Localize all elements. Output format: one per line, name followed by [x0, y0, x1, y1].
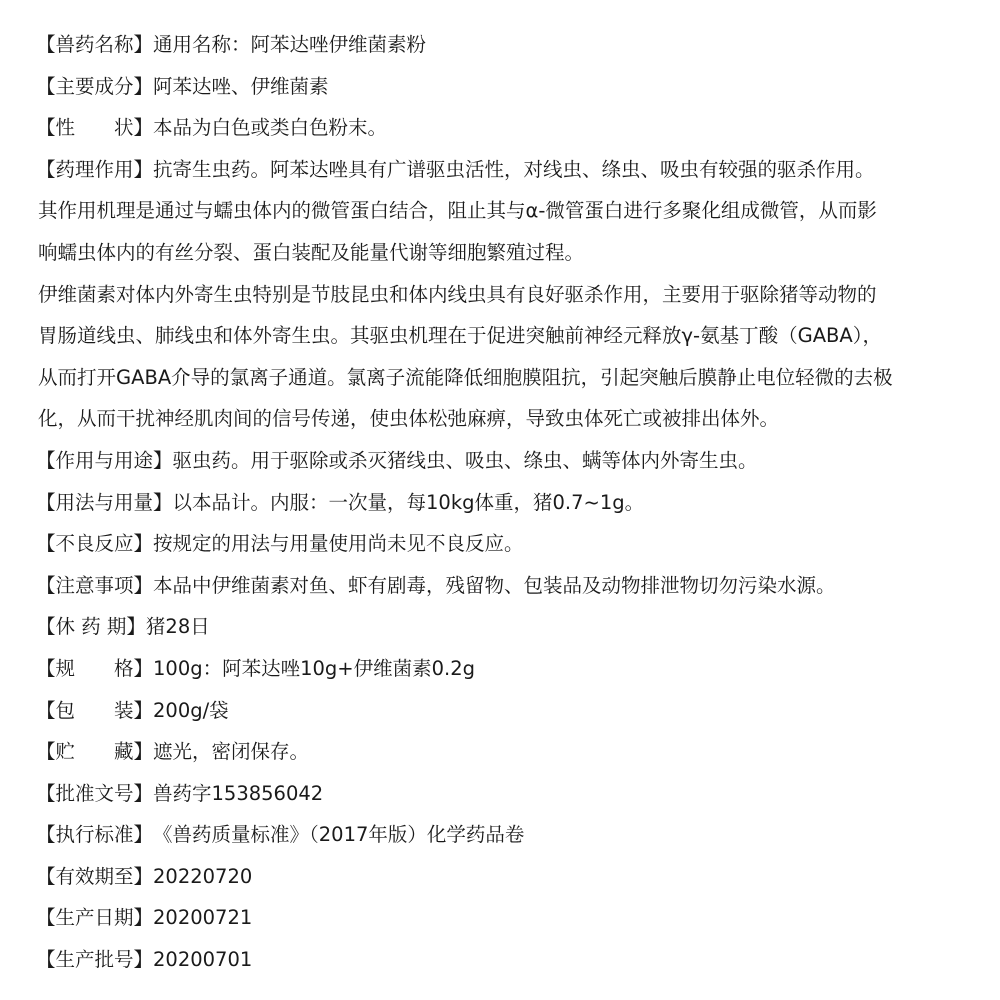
pharmacology-paragraph-line: 其作用机理是通过与蠕虫体内的微管蛋白结合，阻止其与α-微管蛋白进行多聚化组成微管，从而影 [38, 199, 877, 223]
field-label: 【用法与用量】 [36, 490, 173, 514]
field-storage [0, 731, 1000, 773]
field-main-ingredients [0, 66, 1000, 108]
field-value: 驱虫药。用于驱除或杀灭猪线虫、吸虫、绦虫、螨等体内外寄生虫。 [172, 448, 758, 472]
field-indications [0, 440, 1000, 482]
pharmacology-paragraph-line: 从而打开GABA介导的氯离子通道。氯离子流能降低细胞膜阻抗，引起突触后膜静止电位轻微的去极 [38, 365, 893, 389]
field-label: 【执行标准】 [36, 823, 154, 847]
field-appearance [0, 107, 1000, 149]
pharmacology-paragraph-line: 伊维菌素对体内外寄生虫特别是节肢昆虫和体内线虫具有良好驱杀作用，主要用于驱除猪等动物的 [38, 282, 877, 306]
field-value: 猪28日 [145, 615, 210, 639]
field-specification [0, 648, 1000, 690]
field-value: 兽药字153856042 [153, 781, 324, 805]
pharmacology-paragraph-line: 胃肠道线虫、肺线虫和体外寄生虫。其驱虫机理在于促进突触前神经元释放γ-氨基丁酸（GABA）， [38, 324, 882, 348]
field-label: 【药理作用】 [36, 157, 154, 181]
field-precautions [0, 565, 1000, 607]
field-value: 遮光，密闭保存。 [153, 740, 310, 764]
field-value: 按规定的用法与用量使用尚未见不良反应。 [153, 532, 524, 556]
field-dosage [0, 482, 1000, 524]
field-label: 【主要成分】 [36, 74, 154, 98]
field-label: 【生产批号】 [36, 948, 154, 972]
field-value: 本品中伊维菌素对鱼、虾有剧毒，残留物、包装品及动物排泄物切勿污染水源。 [153, 573, 836, 597]
field-value: 通用名称：阿苯达唑伊维菌素粉 [153, 33, 427, 56]
field-value: 20200701 [153, 948, 253, 972]
field-expiry-date [0, 856, 1000, 898]
field-label: 【兽药名称】 [36, 33, 154, 56]
field-label: 【性 状】 [36, 116, 154, 140]
drug-label-document [0, 24, 1000, 981]
pharmacology-paragraph-line: 化，从而干扰神经肌肉间的信号传递，使虫体松弛麻痹，导致虫体死亡或被排出体外。 [38, 407, 780, 431]
field-value: 20220720 [153, 864, 253, 888]
field-label: 【作用与用途】 [36, 448, 173, 472]
field-batch-number [0, 939, 1000, 981]
field-label: 【注意事项】 [36, 573, 154, 597]
field-label: 【不良反应】 [36, 532, 154, 556]
field-value: 《兽药质量标准》（2017年版）化学药品卷 [153, 823, 525, 847]
field-adverse-reactions [0, 523, 1000, 565]
field-label: 【休 药 期】 [36, 615, 146, 639]
field-value: 200g/袋 [153, 698, 229, 722]
field-value: 20200721 [153, 906, 253, 930]
field-value: 阿苯达唑、伊维菌素 [153, 74, 329, 98]
field-packaging [0, 690, 1000, 732]
field-value: 100g：阿苯达唑10g+伊维菌素0.2g [153, 656, 476, 680]
pharmacology-paragraph-line: 响蠕虫体内的有丝分裂、蛋白装配及能量代谢等细胞繁殖过程。 [38, 240, 585, 264]
field-approval-number [0, 773, 1000, 815]
field-value: 以本品计。内服：一次量，每10kg体重，猪0.7~1g。 [172, 490, 645, 514]
field-drug-name [0, 24, 1000, 66]
field-standard [0, 814, 1000, 856]
field-label: 【包 装】 [36, 698, 154, 722]
field-label: 【生产日期】 [36, 906, 154, 930]
field-label: 【规 格】 [36, 656, 154, 680]
field-value: 抗寄生虫药。阿苯达唑具有广谱驱虫活性，对线虫、绦虫、吸虫有较强的驱杀作用。 [153, 157, 875, 181]
field-label: 【贮 藏】 [36, 740, 154, 764]
field-label: 【有效期至】 [36, 864, 154, 888]
field-withdrawal-period [0, 606, 1000, 648]
field-production-date [0, 897, 1000, 939]
field-label: 【批准文号】 [36, 781, 154, 805]
field-pharmacology [0, 149, 1000, 191]
field-value: 本品为白色或类白色粉末。 [153, 116, 388, 140]
